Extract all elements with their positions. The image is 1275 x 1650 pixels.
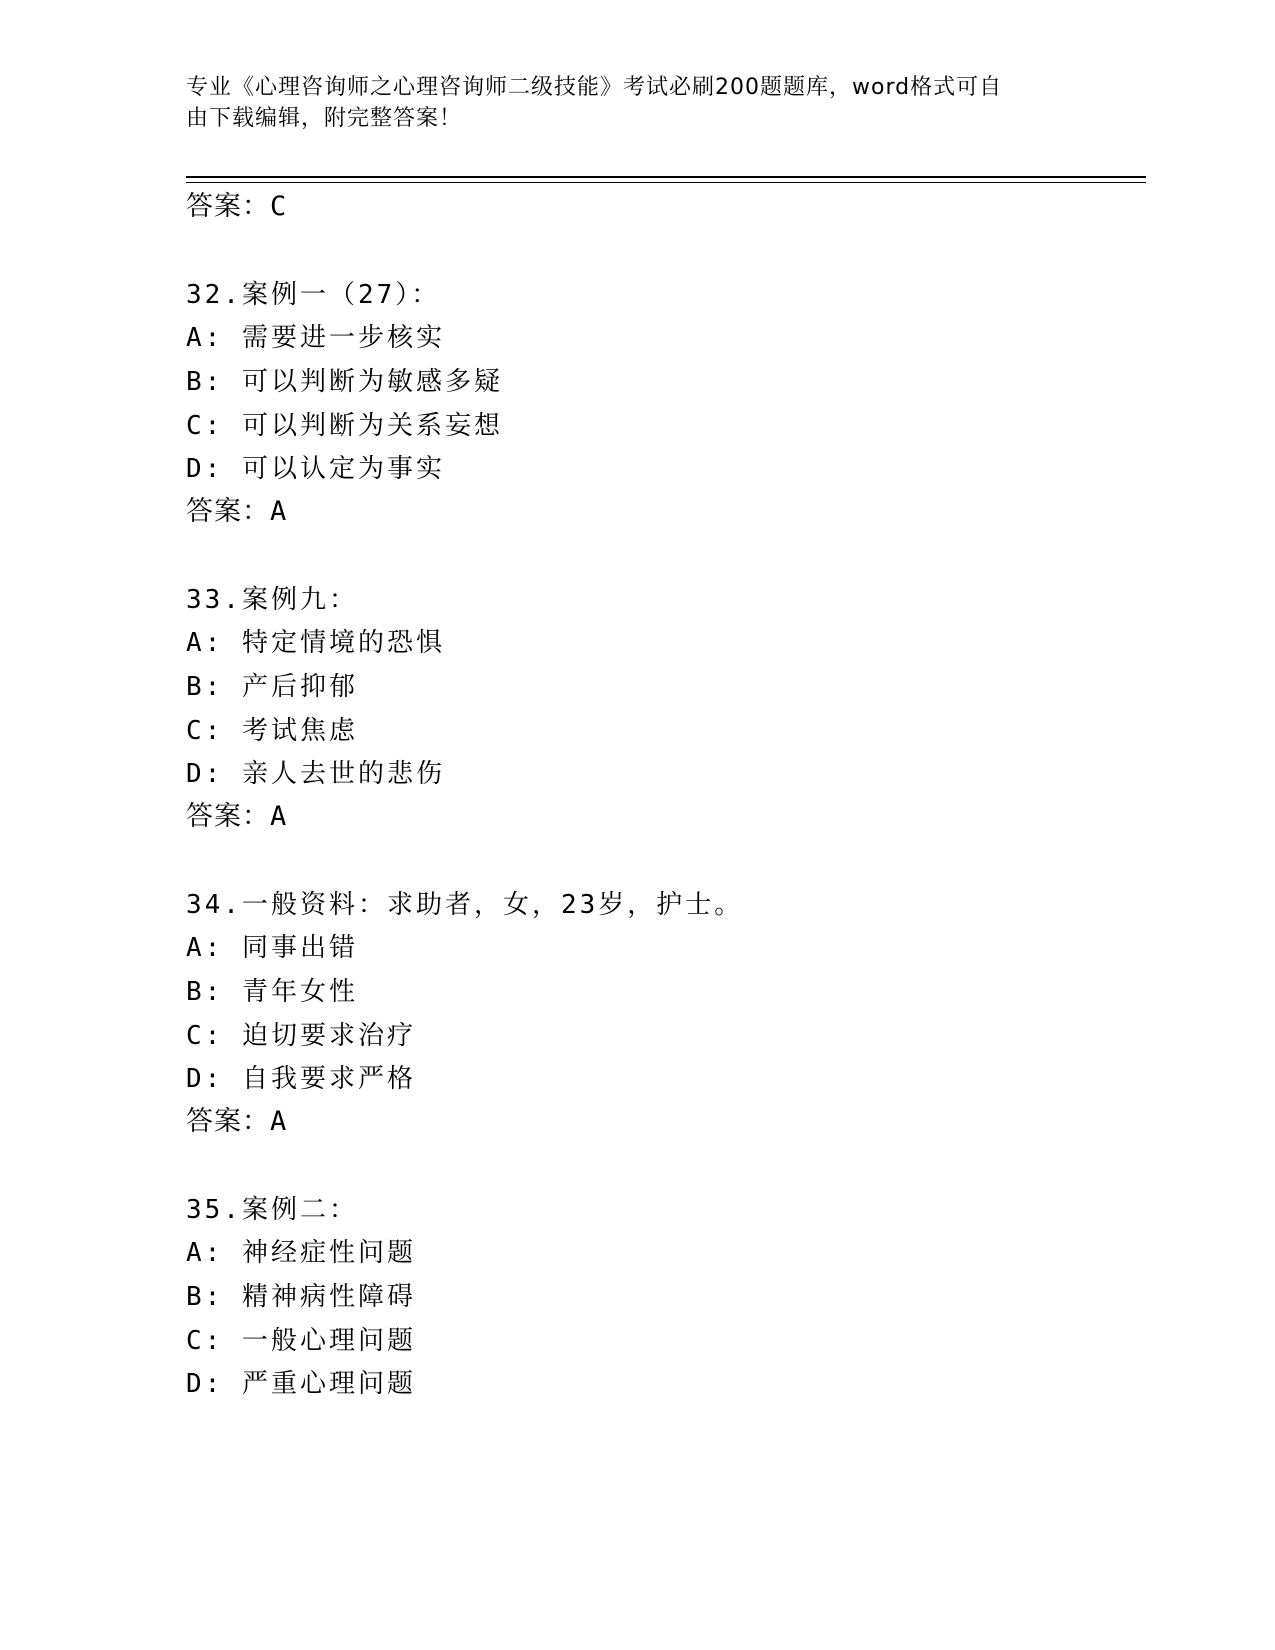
header-line-1: 专业《心理咨询师之心理咨询师二级技能》考试必刷200题题库，word格式可自 bbox=[186, 75, 1003, 100]
option-a: A: 同事出错 bbox=[186, 933, 358, 963]
question-stem: 33.案例九： bbox=[186, 585, 358, 615]
answer-value: C bbox=[270, 191, 288, 222]
answer-line bbox=[186, 1107, 287, 1137]
option-d: D: 严重心理问题 bbox=[186, 1369, 416, 1399]
answer-label: 答案： bbox=[186, 801, 270, 832]
question-stem: 34.一般资料：求助者，女，23岁，护士。 bbox=[186, 890, 744, 920]
option-d: D: 亲人去世的悲伤 bbox=[186, 759, 445, 789]
option-b: B: 产后抑郁 bbox=[186, 672, 358, 702]
document-header bbox=[186, 72, 1066, 134]
question-stem: 35.案例二： bbox=[186, 1195, 358, 1225]
answer-label: 答案： bbox=[186, 496, 270, 527]
answer-value: A bbox=[270, 1106, 288, 1137]
option-a: A: 需要进一步核实 bbox=[186, 323, 445, 353]
option-c: C: 可以判断为关系妄想 bbox=[186, 411, 503, 441]
header-line-2: 由下载编辑，附完整答案！ bbox=[186, 106, 463, 131]
option-b: B: 青年女性 bbox=[186, 977, 358, 1007]
answer-line bbox=[186, 192, 287, 222]
option-c: C: 考试焦虑 bbox=[186, 716, 358, 746]
header-divider-thin bbox=[186, 182, 1146, 183]
option-d: D: 自我要求严格 bbox=[186, 1064, 416, 1094]
answer-label: 答案： bbox=[186, 1106, 270, 1137]
option-b: B: 精神病性障碍 bbox=[186, 1282, 416, 1312]
option-c: C: 迫切要求治疗 bbox=[186, 1021, 416, 1051]
answer-line bbox=[186, 497, 287, 527]
answer-label: 答案： bbox=[186, 191, 270, 222]
answer-line bbox=[186, 802, 287, 832]
option-d: D: 可以认定为事实 bbox=[186, 454, 445, 484]
answer-value: A bbox=[270, 801, 288, 832]
option-c: C: 一般心理问题 bbox=[186, 1326, 416, 1356]
answer-value: A bbox=[270, 496, 288, 527]
header-divider bbox=[186, 176, 1146, 178]
option-a: A: 特定情境的恐惧 bbox=[186, 628, 445, 658]
question-stem: 32.案例一（27）： bbox=[186, 280, 441, 310]
option-a: A: 神经症性问题 bbox=[186, 1238, 416, 1268]
option-b: B: 可以判断为敏感多疑 bbox=[186, 367, 503, 397]
